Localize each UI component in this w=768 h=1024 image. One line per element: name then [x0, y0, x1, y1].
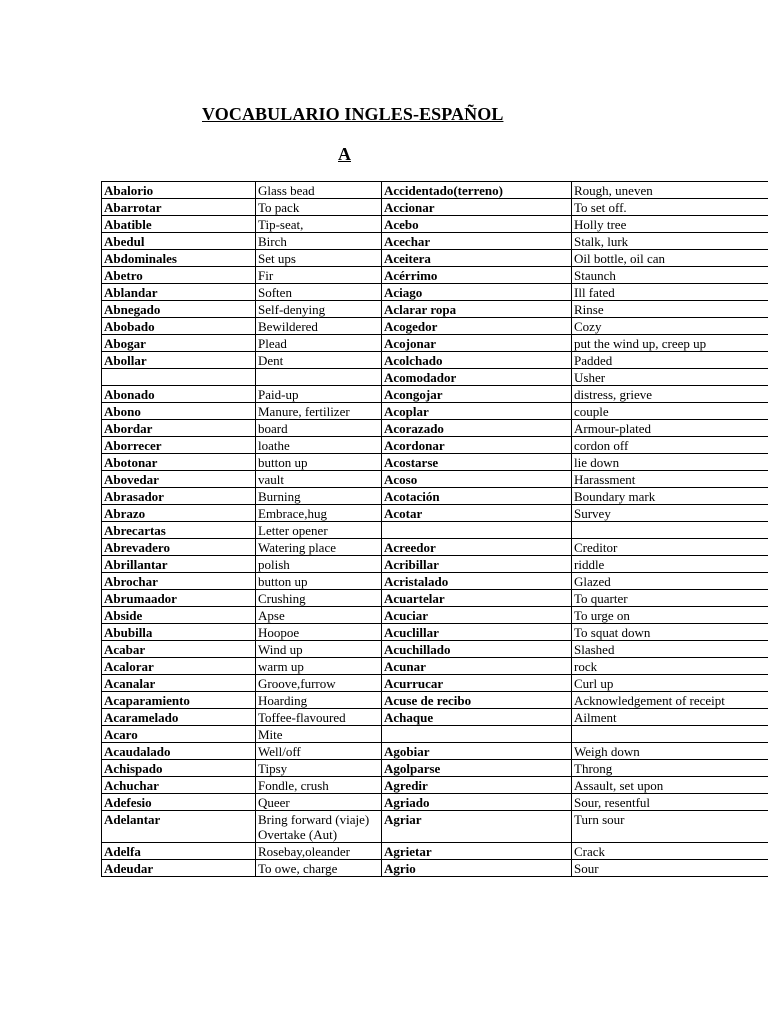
english-translation-cell: Crack [572, 843, 768, 860]
english-translation-cell: Queer [256, 794, 382, 811]
english-translation-cell [572, 726, 768, 743]
table-row [102, 182, 768, 199]
spanish-word-cell: Acotación [382, 488, 572, 505]
spanish-word-cell: Acuciar [382, 607, 572, 624]
english-translation-cell: Fir [256, 267, 382, 284]
english-translation-cell: Well/off [256, 743, 382, 760]
table-row [102, 284, 768, 301]
english-translation-cell: Creditor [572, 539, 768, 556]
spanish-word-cell: Abovedar [102, 471, 256, 488]
spanish-word-cell: Accidentado(terreno) [382, 182, 572, 199]
english-translation-cell: Plead [256, 335, 382, 352]
spanish-word-cell: Abogar [102, 335, 256, 352]
table-row [102, 692, 768, 709]
table-row [102, 573, 768, 590]
english-translation-cell: put the wind up, creep up [572, 335, 768, 352]
spanish-word-cell: Abdominales [102, 250, 256, 267]
english-translation-cell: Tipsy [256, 760, 382, 777]
table-row [102, 743, 768, 760]
spanish-word-cell: Acribillar [382, 556, 572, 573]
spanish-word-cell: Acabar [102, 641, 256, 658]
english-translation-cell: Soften [256, 284, 382, 301]
spanish-word-cell: Acreedor [382, 539, 572, 556]
spanish-word-cell: Adelantar [102, 811, 256, 843]
english-translation-cell: Manure, fertilizer [256, 403, 382, 420]
table-row [102, 386, 768, 403]
english-translation-cell: Apse [256, 607, 382, 624]
spanish-word-cell: Acuclillar [382, 624, 572, 641]
spanish-word-cell: Acogedor [382, 318, 572, 335]
spanish-word-cell: Adelfa [102, 843, 256, 860]
spanish-word-cell: Acotar [382, 505, 572, 522]
english-translation-cell: Watering place [256, 539, 382, 556]
english-translation-cell: vault [256, 471, 382, 488]
english-translation-cell: Burning [256, 488, 382, 505]
english-translation-cell: Set ups [256, 250, 382, 267]
spanish-word-cell: Acunar [382, 658, 572, 675]
vocabulary-table [101, 181, 768, 877]
spanish-word-cell: Acalorar [102, 658, 256, 675]
spanish-word-cell [382, 522, 572, 539]
spanish-word-cell: Agrio [382, 860, 572, 877]
spanish-word-cell: Abotonar [102, 454, 256, 471]
english-translation-cell: distress, grieve [572, 386, 768, 403]
spanish-word-cell: Agolparse [382, 760, 572, 777]
english-translation-cell: Padded [572, 352, 768, 369]
spanish-word-cell: Achispado [102, 760, 256, 777]
english-translation-cell: lie down [572, 454, 768, 471]
english-translation-cell: Hoarding [256, 692, 382, 709]
english-translation-cell: Fondle, crush [256, 777, 382, 794]
english-translation-cell: Rough, uneven [572, 182, 768, 199]
english-translation-cell: Toffee-flavoured [256, 709, 382, 726]
table-row [102, 641, 768, 658]
table-row [102, 301, 768, 318]
spanish-word-cell: Abrillantar [102, 556, 256, 573]
english-translation-cell: Armour-plated [572, 420, 768, 437]
table-row [102, 590, 768, 607]
english-translation-cell: To quarter [572, 590, 768, 607]
english-translation-cell: Survey [572, 505, 768, 522]
table-row [102, 267, 768, 284]
table-row [102, 843, 768, 860]
spanish-word-cell: Abatible [102, 216, 256, 233]
spanish-word-cell: Achaque [382, 709, 572, 726]
spanish-word-cell: Agriado [382, 794, 572, 811]
table-row [102, 437, 768, 454]
english-translation-cell: Rinse [572, 301, 768, 318]
table-row [102, 488, 768, 505]
spanish-word-cell: Abrevadero [102, 539, 256, 556]
table-row [102, 658, 768, 675]
table-row [102, 556, 768, 573]
english-translation-cell [572, 522, 768, 539]
spanish-word-cell: Acorazado [382, 420, 572, 437]
table-row [102, 607, 768, 624]
english-translation-cell [256, 369, 382, 386]
spanish-word-cell: Acuchillado [382, 641, 572, 658]
table-row [102, 216, 768, 233]
table-row [102, 794, 768, 811]
table-row [102, 539, 768, 556]
spanish-word-cell: Acaudalado [102, 743, 256, 760]
english-translation-cell: Curl up [572, 675, 768, 692]
english-translation-cell: Crushing [256, 590, 382, 607]
english-translation-cell: cordon off [572, 437, 768, 454]
spanish-word-cell: Abubilla [102, 624, 256, 641]
spanish-word-cell: Acaro [102, 726, 256, 743]
spanish-word-cell: Abrecartas [102, 522, 256, 539]
section-letter: A [338, 144, 351, 164]
english-translation-cell: Ill fated [572, 284, 768, 301]
english-translation-cell: riddle [572, 556, 768, 573]
spanish-word-cell: Acoplar [382, 403, 572, 420]
english-translation-cell: button up [256, 573, 382, 590]
spanish-word-cell: Abedul [102, 233, 256, 250]
spanish-word-cell: Acoso [382, 471, 572, 488]
english-translation-cell: Sour [572, 860, 768, 877]
english-translation-cell: Ailment [572, 709, 768, 726]
spanish-word-cell: Abollar [102, 352, 256, 369]
spanish-word-cell: Agriar [382, 811, 572, 843]
spanish-word-cell: Aborrecer [102, 437, 256, 454]
spanish-word-cell: Abrazo [102, 505, 256, 522]
spanish-word-cell: Abrochar [102, 573, 256, 590]
english-translation-cell: Birch [256, 233, 382, 250]
english-translation-cell: Dent [256, 352, 382, 369]
table-row [102, 624, 768, 641]
table-row [102, 454, 768, 471]
spanish-word-cell: Acojonar [382, 335, 572, 352]
english-translation-cell: Sour, resentful [572, 794, 768, 811]
spanish-word-cell: Agrietar [382, 843, 572, 860]
english-translation-cell: Groove,furrow [256, 675, 382, 692]
english-translation-cell: To squat down [572, 624, 768, 641]
spanish-word-cell: Adefesio [102, 794, 256, 811]
english-translation-cell: Bewildered [256, 318, 382, 335]
english-translation-cell: Bring forward (viaje) Overtake (Aut) [256, 811, 382, 843]
english-translation-cell: To pack [256, 199, 382, 216]
english-translation-cell: Rosebay,oleander [256, 843, 382, 860]
english-translation-cell: To owe, charge [256, 860, 382, 877]
spanish-word-cell: Acostarse [382, 454, 572, 471]
spanish-word-cell [102, 369, 256, 386]
english-translation-cell: board [256, 420, 382, 437]
english-translation-cell: Acknowledgement of receipt [572, 692, 768, 709]
spanish-word-cell: Acebo [382, 216, 572, 233]
english-translation-cell: Paid-up [256, 386, 382, 403]
spanish-word-cell: Acechar [382, 233, 572, 250]
spanish-word-cell: Acurrucar [382, 675, 572, 692]
table-row [102, 250, 768, 267]
table-row [102, 505, 768, 522]
english-translation-cell: Embrace,hug [256, 505, 382, 522]
spanish-word-cell [382, 726, 572, 743]
spanish-word-cell: Accionar [382, 199, 572, 216]
english-translation-cell: Glazed [572, 573, 768, 590]
english-translation-cell: To urge on [572, 607, 768, 624]
english-translation-cell: Staunch [572, 267, 768, 284]
english-translation-cell: Turn sour [572, 811, 768, 843]
spanish-word-cell: Ablandar [102, 284, 256, 301]
spanish-word-cell: Adeudar [102, 860, 256, 877]
spanish-word-cell: Aciago [382, 284, 572, 301]
table-row [102, 811, 768, 843]
english-translation-cell: Wind up [256, 641, 382, 658]
spanish-word-cell: Abside [102, 607, 256, 624]
english-translation-cell: Usher [572, 369, 768, 386]
english-translation-cell: couple [572, 403, 768, 420]
table-row [102, 726, 768, 743]
english-translation-cell: Mite [256, 726, 382, 743]
english-translation-cell: Weigh down [572, 743, 768, 760]
english-translation-cell: Stalk, lurk [572, 233, 768, 250]
english-translation-cell: polish [256, 556, 382, 573]
spanish-word-cell: Abnegado [102, 301, 256, 318]
english-translation-cell: Cozy [572, 318, 768, 335]
table-row [102, 335, 768, 352]
table-row [102, 233, 768, 250]
spanish-word-cell: Acordonar [382, 437, 572, 454]
spanish-word-cell: Abonado [102, 386, 256, 403]
table-row [102, 199, 768, 216]
english-translation-cell: Holly tree [572, 216, 768, 233]
spanish-word-cell: Abrumaador [102, 590, 256, 607]
table-row [102, 352, 768, 369]
spanish-word-cell: Abrasador [102, 488, 256, 505]
spanish-word-cell: Abalorio [102, 182, 256, 199]
table-row [102, 420, 768, 437]
english-translation-cell: Hoopoe [256, 624, 382, 641]
english-translation-cell: loathe [256, 437, 382, 454]
spanish-word-cell: Acérrimo [382, 267, 572, 284]
table-row [102, 709, 768, 726]
table-row [102, 318, 768, 335]
english-translation-cell: Tip-seat, [256, 216, 382, 233]
english-translation-cell: Throng [572, 760, 768, 777]
spanish-word-cell: Abetro [102, 267, 256, 284]
english-translation-cell: Glass bead [256, 182, 382, 199]
spanish-word-cell: Acristalado [382, 573, 572, 590]
spanish-word-cell: Aclarar ropa [382, 301, 572, 318]
english-translation-cell: Self-denying [256, 301, 382, 318]
spanish-word-cell: Acanalar [102, 675, 256, 692]
table-row [102, 369, 768, 386]
spanish-word-cell: Acomodador [382, 369, 572, 386]
spanish-word-cell: Achuchar [102, 777, 256, 794]
spanish-word-cell: Acongojar [382, 386, 572, 403]
table-row [102, 403, 768, 420]
english-translation-cell: warm up [256, 658, 382, 675]
table-row [102, 777, 768, 794]
spanish-word-cell: Abarrotar [102, 199, 256, 216]
spanish-word-cell: Acaparamiento [102, 692, 256, 709]
spanish-word-cell: Agredir [382, 777, 572, 794]
english-translation-cell: rock [572, 658, 768, 675]
vocabulary-table-body [102, 182, 768, 877]
spanish-word-cell: Abordar [102, 420, 256, 437]
spanish-word-cell: Acuartelar [382, 590, 572, 607]
english-translation-cell: To set off. [572, 199, 768, 216]
spanish-word-cell: Agobiar [382, 743, 572, 760]
english-translation-cell: button up [256, 454, 382, 471]
table-row [102, 675, 768, 692]
spanish-word-cell: Abobado [102, 318, 256, 335]
english-translation-cell: Slashed [572, 641, 768, 658]
english-translation-cell: Oil bottle, oil can [572, 250, 768, 267]
table-row [102, 522, 768, 539]
spanish-word-cell: Abono [102, 403, 256, 420]
spanish-word-cell: Acuse de recibo [382, 692, 572, 709]
english-translation-cell: Assault, set upon [572, 777, 768, 794]
spanish-word-cell: Acaramelado [102, 709, 256, 726]
table-row [102, 760, 768, 777]
table-row [102, 471, 768, 488]
spanish-word-cell: Acolchado [382, 352, 572, 369]
spanish-word-cell: Aceitera [382, 250, 572, 267]
english-translation-cell: Harassment [572, 471, 768, 488]
english-translation-cell: Boundary mark [572, 488, 768, 505]
page-title: VOCABULARIO INGLES-ESPAÑOL [202, 104, 504, 124]
table-row [102, 860, 768, 877]
english-translation-cell: Letter opener [256, 522, 382, 539]
